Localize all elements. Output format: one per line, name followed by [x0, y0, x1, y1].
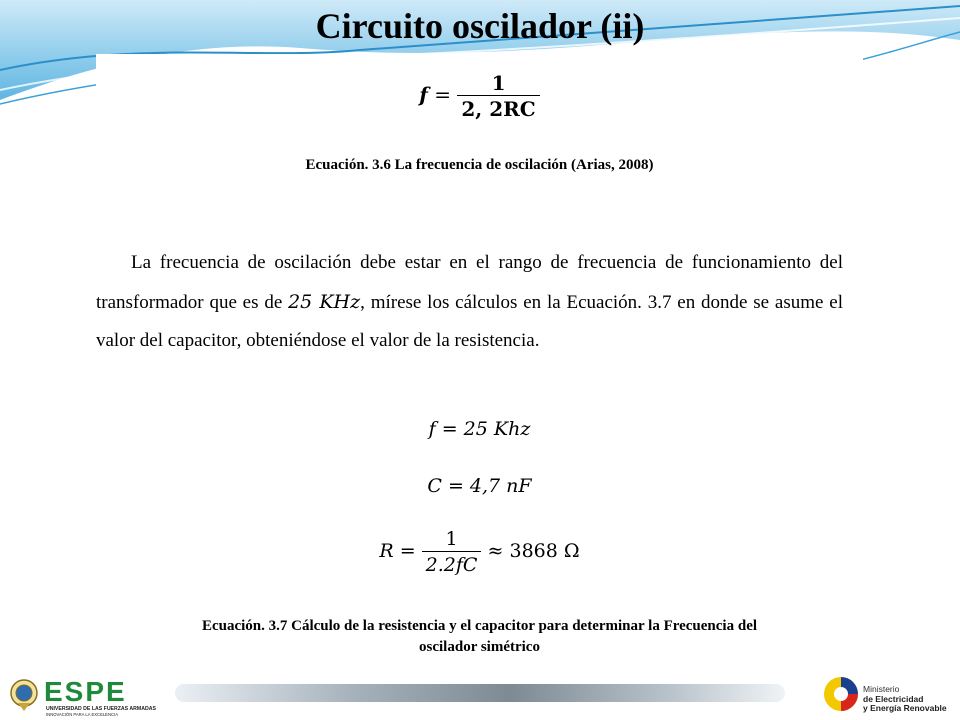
- resistance-equation: [96, 528, 863, 576]
- body-paragraph: [96, 244, 843, 361]
- eq-r-fraction: [422, 528, 482, 576]
- ministry-line1: Ministerio: [863, 684, 900, 694]
- paragraph-math: 25 KHz: [288, 290, 361, 313]
- eq1-equals: =: [434, 82, 452, 107]
- eq-r-rhs: ≈ 3868 Ω: [487, 540, 580, 562]
- paragraph-text-2: , mírese los cálculos en la Ecuación. 3.7 en donde se asume el valor del capacitor, obteniéndose el valor de la resistencia.: [96, 291, 843, 351]
- caption-equation-3-7-line2: oscilador simétrico: [419, 639, 540, 655]
- espe-logo-text: ESPE: [44, 676, 127, 707]
- caption-equation-3-7-line1: Ecuación. 3.7 Cálculo de la resistencia y el capacitor para determinar la Frecuencia del: [201, 618, 758, 634]
- frequency-equation: [96, 72, 863, 120]
- eq-r-lhs: R =: [379, 540, 416, 562]
- ministry-line2: de Electricidad: [863, 693, 924, 704]
- espe-logo: [8, 673, 160, 717]
- eq1-numerator: 1: [457, 72, 539, 96]
- eq-r-denominator: 2.2fC: [425, 554, 478, 576]
- frequency-value-equation: f = 25 Khz: [428, 418, 531, 440]
- caption-equation-3-6: Ecuación. 3.6 La frecuencia de oscilación (Arias, 2008): [305, 157, 654, 173]
- eq1-denominator: 2, 2RC: [461, 97, 536, 121]
- eq1-lhs: f: [419, 82, 428, 107]
- espe-subtitle: UNIVERSIDAD DE LAS FUERZAS ARMADAS: [46, 706, 156, 712]
- capacitor-value-equation: C = 4,7 nF: [427, 475, 532, 497]
- paragraph-text-1: La frecuencia de oscilación debe estar en el rango de frecuencia de funcionamiento del transformador que es de: [96, 252, 843, 313]
- slide-title: Circuito oscilador (ii): [315, 6, 645, 46]
- espe-motto: INNOVACIÓN PARA LA EXCELENCIA: [46, 712, 118, 717]
- document-page: [96, 54, 863, 670]
- eq-r-numerator: 1: [422, 528, 482, 552]
- ministry-text: [863, 685, 947, 714]
- eq1-fraction: [457, 72, 539, 120]
- ministry-line3: y Energía Renovable: [863, 703, 947, 713]
